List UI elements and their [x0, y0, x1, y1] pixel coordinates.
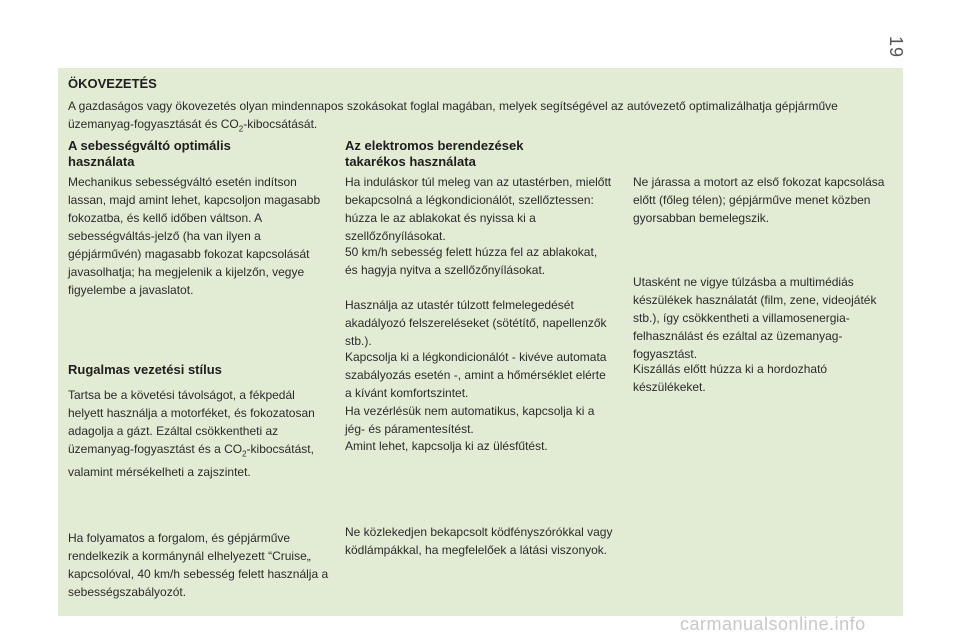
paragraph-engine-warmup: Ne járassa a motort az első fokozat kapcsolása előtt (főleg télen); gépjárműve menet közben gyorsabban bemelegszik.: [633, 175, 885, 225]
paragraph-flexible-driving: Tartsa be a követési távolságot, a fékpedál helyett használja a motorféket, és fokozatosan adagolja a gázt. Ezáltal csökkentheti az üzemanyag-fogyasztást és a $CO_2$-kibocsátást, valamint mérsékelheti a zajszintet.: [68, 388, 315, 480]
page-number: 19: [886, 36, 906, 59]
paragraph-electrical-1: Ha induláskor túl meleg van az utastérben, mielőtt bekapcsolná a légkondicionálót, szellőztessen: húzza le az ablakokat és nyissa ki a szellőzőnyílásokat.: [345, 175, 612, 243]
heading-electrical: Az elektromos berendezések takarékos használata: [345, 138, 524, 169]
intro-paragraph: A gazdaságos vagy ökovezetés olyan mindennapos szokásokat foglal magában, melyek segítségével az autóvezető optimalizálhatja gépjárműve üzemanyag-fogyasztását és $CO_2$-kibocsátását.: [68, 99, 838, 134]
section-title: ÖKOVEZETÉS: [68, 76, 157, 91]
watermark: carmanualsonline.info: [680, 614, 866, 634]
paragraph-electrical-3: Használja az utastér túlzott felmelegedését akadályozó felszereléseket (sötétítő, napellenzők stb.).: [345, 298, 607, 348]
paragraph-multimedia: Utasként ne vigye túlzásba a multimédiás készülékek használatát (film, zene, videojáték stb.), így csökkentheti a villamosenergia-felhasználást és ezáltal az üzemanyag-fogyasztást.: [633, 275, 877, 361]
paragraph-cruise: Ha folyamatos a forgalom, és gépjárműve rendelkezik a kormánynál elhelyezett “Cruise„ kapcsolóval, 40 km/h sebesség felett használja a sebességszabályozót.: [68, 531, 329, 599]
paragraph-electrical-4: Kapcsolja ki a légkondicionálót - kivéve automata szabályozás esetén -, amint a hőmérséklet elérte a kívánt komfortszintet.: [345, 350, 607, 400]
paragraph-electrical-2: 50 km/h sebesség felett húzza fel az ablakokat, és hagyja nyitva a szellőzőnyílásokat.: [345, 245, 598, 277]
paragraph-electrical-5: Ha vezérlésük nem automatikus, kapcsolja ki a jég- és páramentesítést.: [345, 404, 595, 436]
paragraph-gearbox: Mechanikus sebességváltó esetén indítson lassan, majd amint lehet, kapcsoljon magasabb fokozatba, és kellő időben váltson. A sebességváltás-jelző (ha van ilyen a gépjárművén) magasabb fokozat kapcsolását javasolhatja; ha megjelenik a kijelzőn, vegye figyelembe a javaslatot.: [68, 175, 321, 297]
heading-gearbox: A sebességváltó optimális használata: [68, 138, 231, 169]
paragraph-electrical-6: Amint lehet, kapcsolja ki az ülésfűtést.: [345, 439, 548, 453]
paragraph-portable-devices: Kiszállás előtt húzza ki a hordozható készülékeket.: [633, 362, 828, 394]
heading-flexible-driving: Rugalmas vezetési stílus: [68, 362, 222, 377]
paragraph-electrical-7: Ne közlekedjen bekapcsolt ködfényszórókkal vagy ködlámpákkal, ha megfelelőek a látási viszonyok.: [345, 525, 613, 557]
